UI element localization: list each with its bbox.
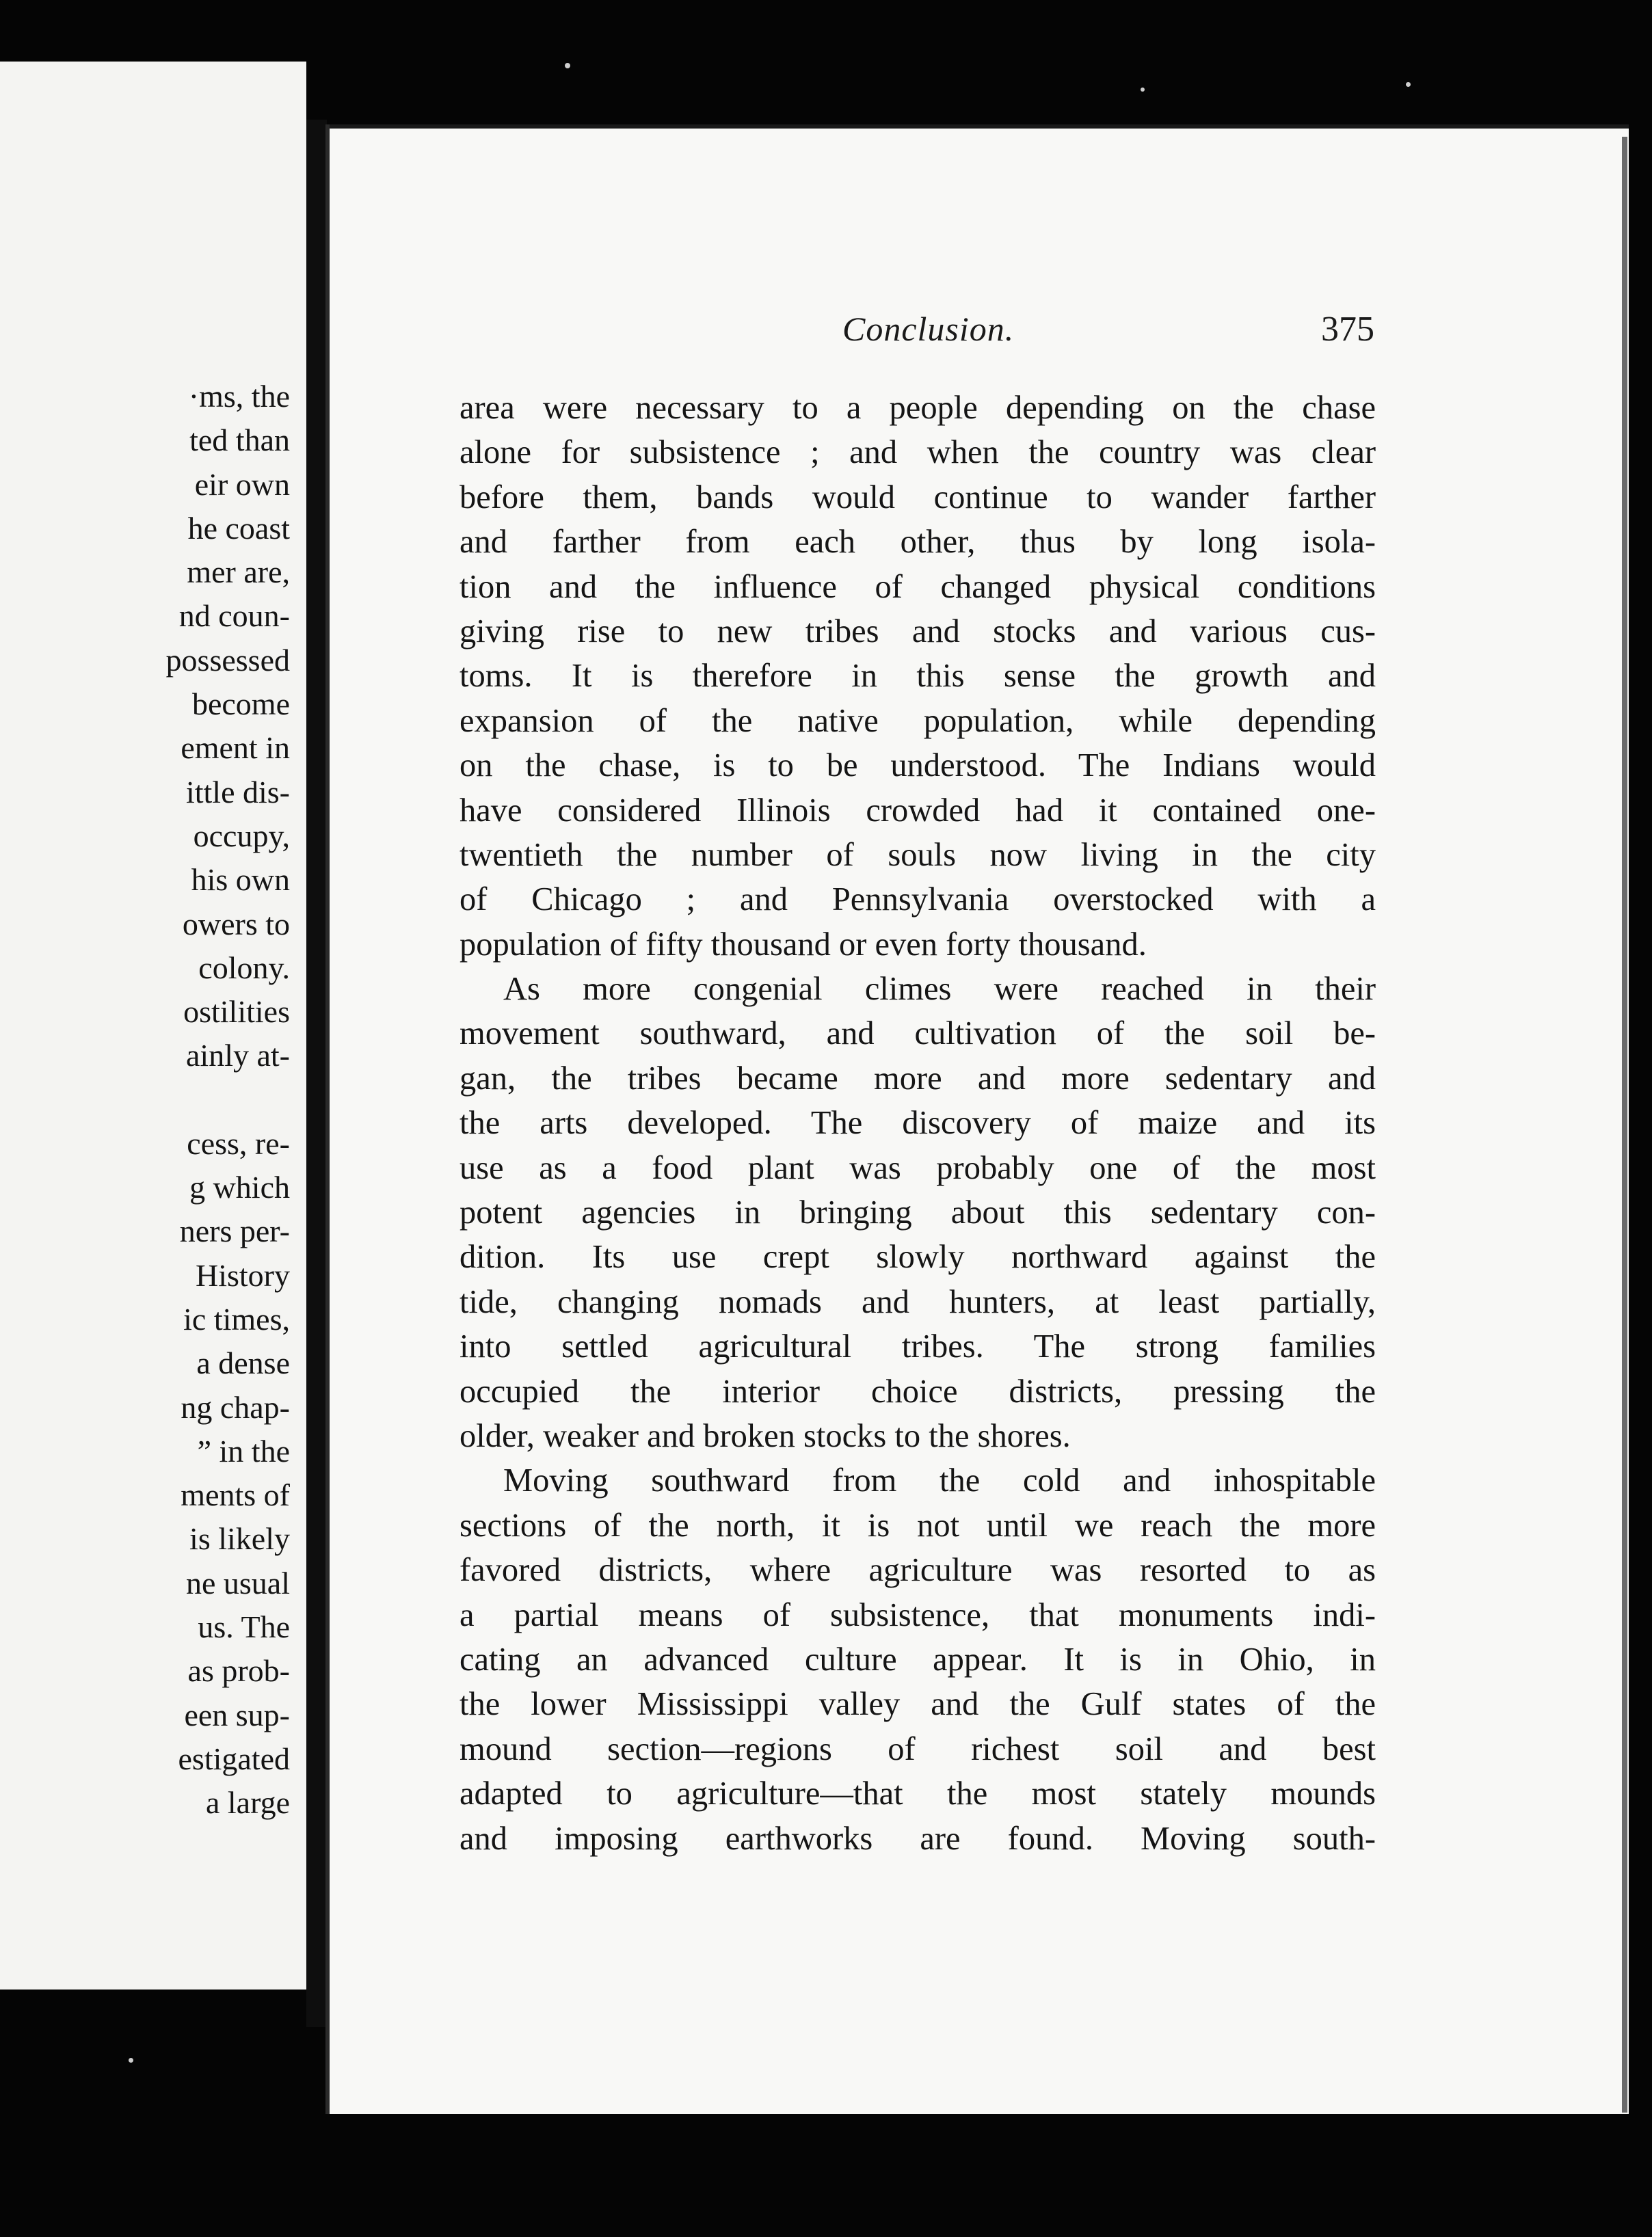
left-line: cess, re- <box>187 1125 290 1161</box>
left-line: as prob- <box>187 1653 290 1689</box>
text-line: twentieth the number of souls now living in the city <box>459 836 1376 873</box>
text-line: have considered Illinois crowded had it contained one- <box>459 792 1376 829</box>
text-line: movement southward, and cultivation of the soil be- <box>459 1015 1376 1052</box>
left-line: estigated <box>178 1741 290 1776</box>
left-line: ostilities <box>183 994 290 1030</box>
left-line: become <box>191 686 290 722</box>
left-line: possessed <box>165 642 290 678</box>
left-line: ments of <box>181 1477 290 1513</box>
text-line: gan, the tribes became more and more sedentary and <box>459 1060 1376 1097</box>
page-gutter <box>306 120 327 2027</box>
text-line: sections of the north, it is not until we reach the more <box>459 1507 1376 1544</box>
text-line: cating an advanced culture appear. It is in Ohio, in <box>459 1641 1376 1678</box>
text-line: occupied the interior choice districts, pressing the <box>459 1373 1376 1410</box>
left-line: a dense <box>196 1345 290 1381</box>
left-line: ted than <box>189 423 290 458</box>
left-line: he coast <box>187 510 290 546</box>
left-page-text <box>166 375 290 1825</box>
text-line: favored districts, where agriculture was resorted to as <box>459 1552 1376 1589</box>
text-line: the lower Mississippi valley and the Gulf states of the <box>459 1686 1376 1723</box>
text-line: As more congenial climes were reached in their <box>503 971 1376 1008</box>
left-line: eir own <box>194 466 290 502</box>
paragraph-gap <box>166 1078 290 1122</box>
scan-speck <box>1406 82 1411 87</box>
text-line: into settled agricultural tribes. The strong families <box>459 1328 1376 1365</box>
text-line: tide, changing nomads and hunters, at least partially, <box>459 1283 1376 1320</box>
text-line: dition. Its use crept slowly northward against the <box>459 1239 1376 1276</box>
page-number: 375 <box>1321 310 1374 349</box>
text-line: area were necessary to a people depending on the chase <box>459 390 1376 426</box>
text-line: alone for subsistence ; and when the country was clear <box>459 434 1376 471</box>
left-line: owers to <box>182 906 290 941</box>
text-line: a partial means of subsistence, that monuments indi- <box>459 1596 1376 1633</box>
text-line: population of fifty thousand or even forty thousand. <box>459 926 1147 963</box>
scan-speck <box>129 2058 133 2063</box>
scan-speck <box>1141 88 1145 92</box>
left-line: ·ms, the <box>188 379 290 414</box>
left-line: ng chap- <box>181 1389 290 1425</box>
left-facing-page <box>0 62 306 1990</box>
left-line: mer are, <box>187 554 290 590</box>
text-line: Moving southward from the cold and inhospitable <box>503 1462 1376 1499</box>
left-line: is likely <box>189 1521 290 1557</box>
left-line: ners per- <box>179 1214 290 1249</box>
left-line: a large <box>205 1785 290 1821</box>
text-line: of Chicago ; and Pennsylvania overstocked with a <box>459 881 1376 918</box>
page-edge-shadow <box>1622 137 1627 2113</box>
text-line: and imposing earthworks are found. Moving south- <box>459 1820 1376 1857</box>
text-line: toms. It is therefore in this sense the growth and <box>459 658 1376 695</box>
text-line: and farther from each other, thus by long isola- <box>459 524 1376 561</box>
text-line: adapted to agriculture—that the most stately mounds <box>459 1776 1376 1812</box>
left-line: ement in <box>181 730 290 766</box>
left-line: ne usual <box>185 1565 290 1600</box>
text-line: the arts developed. The discovery of maize and its <box>459 1105 1376 1142</box>
left-line: een sup- <box>184 1697 290 1732</box>
text-line: tion and the influence of changed physical conditions <box>459 568 1376 605</box>
text-line: before them, bands would continue to wander farther <box>459 479 1376 515</box>
left-line: ainly at- <box>186 1038 290 1073</box>
left-line: ” in the <box>197 1433 290 1469</box>
left-line: his own <box>191 862 290 898</box>
left-line: us. The <box>198 1609 290 1645</box>
text-line: mound section—regions of richest soil and best <box>459 1730 1376 1767</box>
left-line: occupy, <box>193 818 290 853</box>
running-head: Conclusion. <box>842 310 1015 348</box>
left-line: nd coun- <box>178 598 290 634</box>
left-line: ic times, <box>183 1301 290 1337</box>
left-line: g which <box>189 1170 290 1205</box>
body-text <box>459 386 1376 1861</box>
text-line: on the chase, is to be understood. The Indians would <box>459 747 1376 784</box>
left-line: History <box>196 1257 290 1293</box>
text-line: older, weaker and broken stocks to the shores. <box>459 1417 1071 1454</box>
text-line: potent agencies in bringing about this sedentary con- <box>459 1194 1376 1231</box>
scan-speck <box>565 63 570 68</box>
text-line: giving rise to new tribes and stocks and various cus- <box>459 613 1376 649</box>
left-line: colony. <box>198 950 290 985</box>
left-line: ittle dis- <box>185 774 290 809</box>
text-line: expansion of the native population, while depending <box>459 702 1376 739</box>
text-line: use as a food plant was probably one of the most <box>459 1149 1376 1186</box>
